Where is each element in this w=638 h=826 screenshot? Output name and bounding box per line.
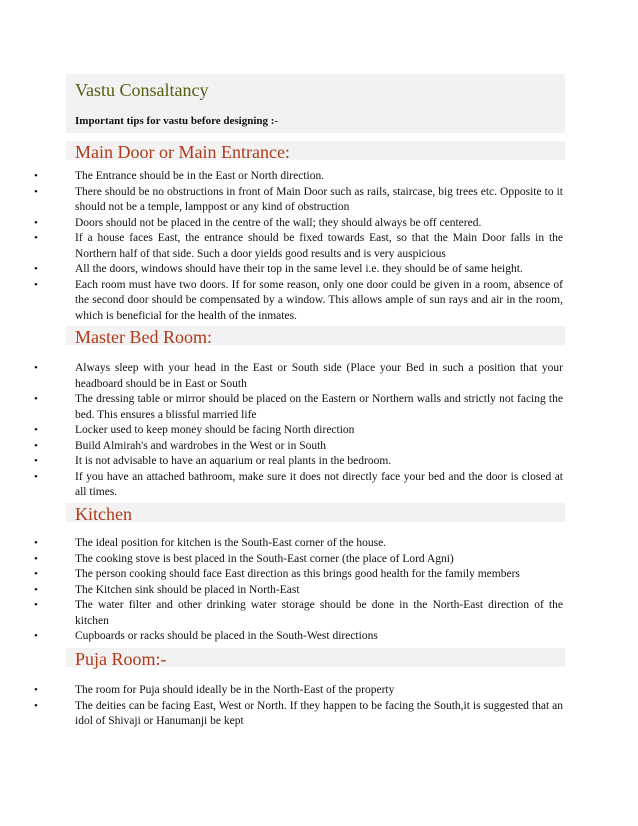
bullet-list-main-door [0, 169, 638, 324]
list-item [0, 583, 563, 599]
bullet-icon: • [34, 216, 38, 229]
list-item [0, 629, 563, 645]
bullet-icon: • [34, 439, 38, 452]
list-item-text: The dressing table or mirror should be placed on the Eastern or Northern walls and strictly not facing the bed. This ensures a blissful married life [75, 393, 563, 421]
list-item-text: If a house faces East, the entrance should be fixed towards East, so that the Main Door falls in the Northern half of that side. Such a door yields good results and is very auspicious [75, 232, 563, 260]
list-item [0, 536, 563, 552]
list-item-text: The cooking stove is best placed in the South-East corner (the place of Lord Agni) [75, 552, 454, 565]
list-item [0, 185, 563, 216]
list-item-text: All the doors, windows should have their top in the same level i.e. they should be of same height. [75, 263, 523, 275]
list-item-text: The Kitchen sink should be placed in North-East [75, 583, 300, 596]
list-item [0, 439, 563, 455]
bullet-icon: • [34, 537, 38, 549]
bullet-icon: • [34, 278, 38, 291]
section-heading-master-bed-room: Master Bed Room: [75, 327, 212, 347]
list-item [0, 231, 563, 262]
list-item [0, 470, 563, 501]
bullet-icon: • [34, 568, 38, 580]
bullet-icon: • [34, 455, 38, 467]
bullet-icon: • [34, 393, 38, 405]
bullet-icon: • [34, 599, 38, 611]
bullet-icon: • [34, 552, 38, 565]
bullet-list-master-bed-room [0, 361, 638, 501]
bullet-list-puja-room [0, 683, 638, 730]
bullet-icon: • [34, 583, 38, 596]
bullet-icon: • [34, 699, 38, 712]
list-item-text: The water filter and other drinking water storage should be done in the North-East direction of the kitchen [75, 599, 563, 627]
list-item [0, 454, 563, 470]
list-item-text: The person cooking should face East direction as this brings good health for the family members [75, 568, 520, 580]
section-heading-puja-room: Puja Room:- [75, 649, 167, 669]
bullet-icon: • [34, 263, 38, 275]
bullet-icon: • [34, 630, 38, 642]
list-item-text: It is not advisable to have an aquarium or real plants in the bedroom. [75, 455, 392, 467]
list-item [0, 169, 563, 185]
list-item [0, 552, 563, 568]
document-title: Vastu Consaltancy [75, 80, 209, 100]
list-item [0, 423, 563, 439]
list-item-text: There should be no obstructions in front of Main Door such as rails, staircase, big trees etc. Opposite to it should not be a temple, lamppost or any kind of obstruction [75, 185, 563, 213]
bullet-icon: • [34, 470, 38, 483]
list-item [0, 216, 563, 232]
list-item-text: Locker used to keep money should be facing North direction [75, 424, 355, 436]
document-subtitle: Important tips for vastu before designing :- [75, 115, 279, 127]
list-item [0, 392, 563, 423]
list-item [0, 683, 563, 699]
bullet-icon: • [34, 362, 38, 374]
list-item-text: Build Almirah's and wardrobes in the West or in South [75, 439, 327, 452]
list-item [0, 598, 563, 629]
section-heading-main-door: Main Door or Main Entrance: [75, 142, 290, 162]
bullet-icon: • [34, 232, 38, 244]
list-item-text: The deities can be facing East, West or North. If they happen to be facing the South,it is suggested that an idol of Shivaji or Hanumanji be kept [75, 699, 563, 727]
bullet-list-kitchen [0, 536, 638, 645]
list-item [0, 361, 563, 392]
bullet-icon: • [34, 185, 38, 198]
list-item-text: The Entrance should be in the East or North direction. [75, 170, 325, 182]
list-item-text: Each room must have two doors. If for some reason, only one door could be given in a room, absence of the second door should be compensated by a window. This allows ample of sun rays and air in the room, which is beneficial for the health of the inmates. [75, 278, 563, 322]
list-item-text: Always sleep with your head in the East or South side (Place your Bed in such a position that your headboard should be in East or South [75, 362, 563, 390]
list-item [0, 699, 563, 730]
list-item-text: Doors should not be placed in the centre of the wall; they should always be off centered. [75, 216, 482, 229]
list-item-text: The ideal position for kitchen is the South-East corner of the house. [75, 537, 387, 549]
bullet-icon: • [34, 170, 38, 182]
list-item-text: Cupboards or racks should be placed in the South-West directions [75, 630, 378, 642]
list-item [0, 567, 563, 583]
list-item-text: If you have an attached bathroom, make sure it does not directly face your bed and the door is closed at all times. [75, 470, 563, 498]
bullet-icon: • [34, 684, 38, 696]
section-heading-kitchen: Kitchen [75, 504, 132, 524]
list-item [0, 262, 563, 278]
bullet-icon: • [34, 424, 38, 436]
section-band [66, 503, 565, 522]
list-item-text: The room for Puja should ideally be in the North-East of the property [75, 684, 395, 696]
list-item [0, 278, 563, 325]
